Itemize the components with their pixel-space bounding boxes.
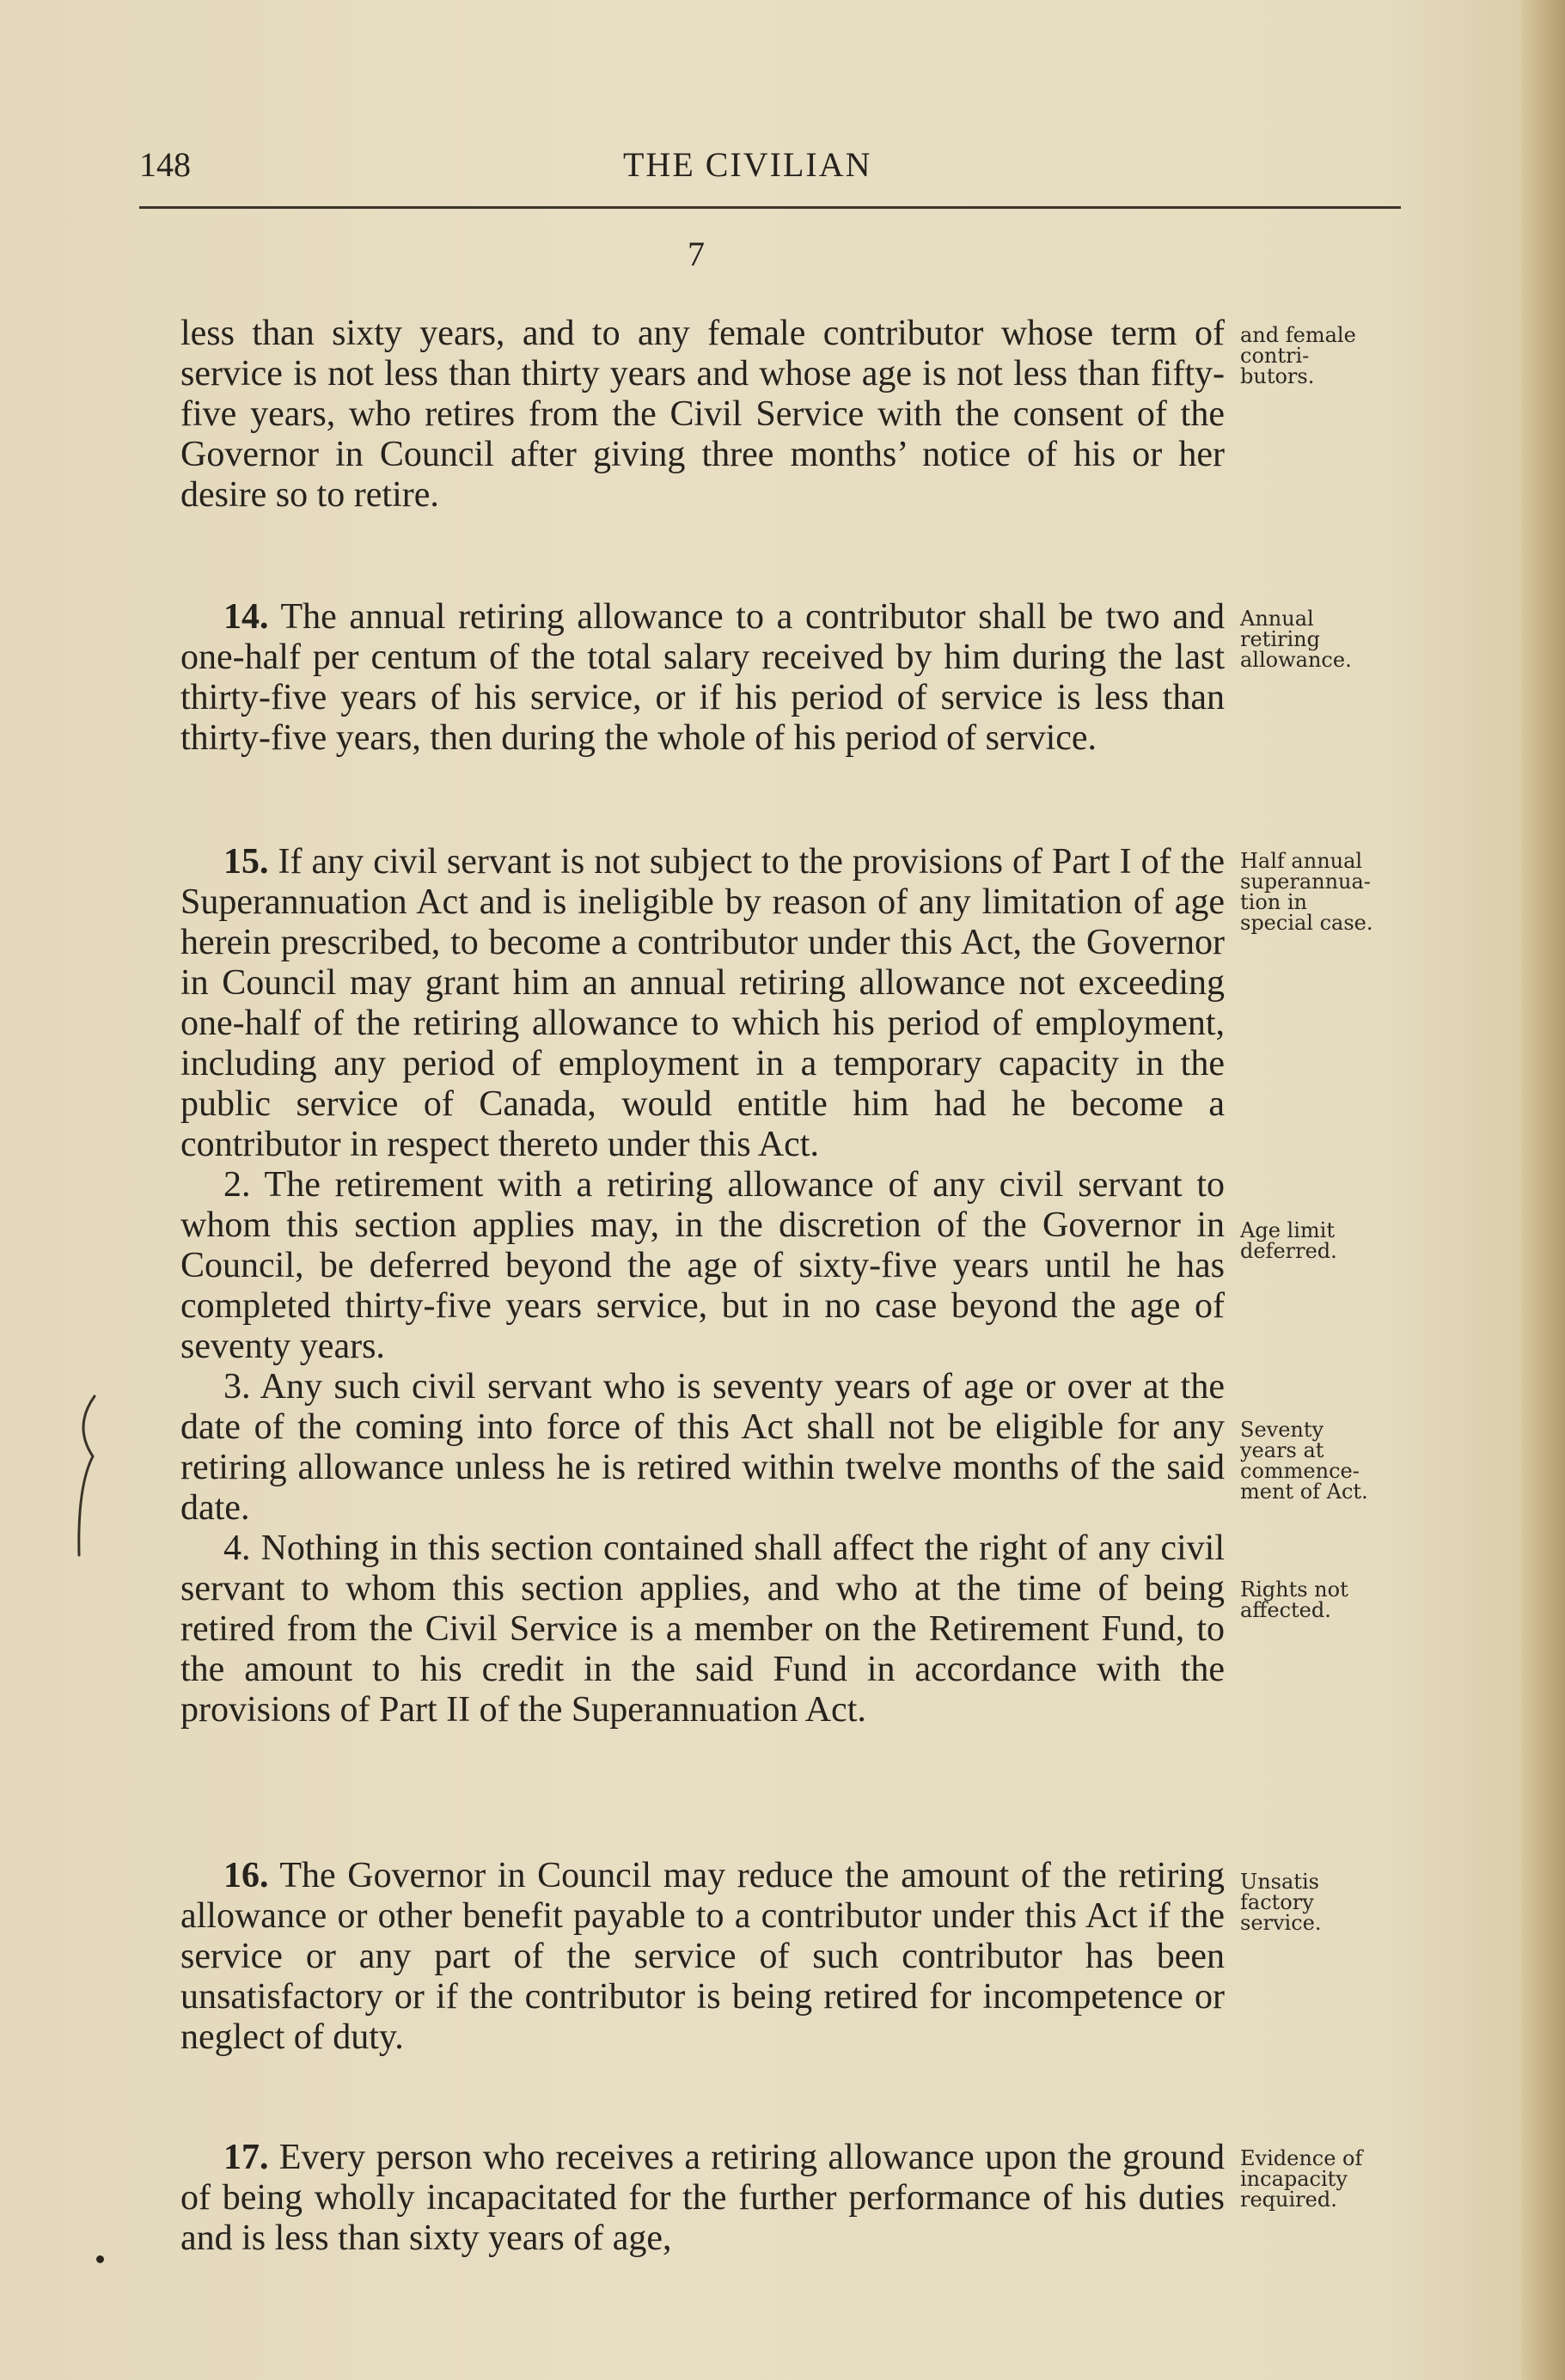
- margin-note-line: Unsatis: [1240, 1870, 1319, 1894]
- section-number: 17.: [223, 2138, 269, 2177]
- margin-note-line: deferred.: [1240, 1239, 1337, 1263]
- margin-note-line: factory: [1240, 1890, 1314, 1914]
- margin-note-line: service.: [1240, 1911, 1322, 1935]
- margin-note-half-annual: [1240, 851, 1403, 933]
- handwritten-bracket-mark: [69, 1392, 103, 1564]
- margin-note-annual-retiring: [1240, 608, 1403, 670]
- section-text: Every person who receives a retiring allowance upon the ground of being wholly incapacitated for the further performance of his duties and is less than sixty years of age,: [180, 2138, 1225, 2258]
- margin-note-age-limit: [1240, 1220, 1403, 1261]
- margin-note-line: Evidence of: [1240, 2146, 1363, 2170]
- margin-note-line: required.: [1240, 2188, 1337, 2212]
- margin-note-evidence: [1240, 2148, 1403, 2210]
- margin-note-line: affected.: [1240, 1598, 1331, 1622]
- margin-note-line: incapacity: [1240, 2167, 1348, 2191]
- section-16: [180, 1856, 1225, 2058]
- margin-note-line: Seventy: [1240, 1418, 1324, 1442]
- margin-note-line: Rights not: [1240, 1578, 1348, 1602]
- section-number: 15.: [223, 842, 269, 882]
- journal-title: THE CIVILIAN: [623, 145, 872, 184]
- margin-note-line: Half annual: [1240, 849, 1363, 873]
- margin-note-line: Annual: [1240, 607, 1314, 631]
- section-text: The Governor in Council may reduce the amount of the retiring allowance or other benefit payable to a contributor under this Act if the service or any part of the service of such contributor has been unsatisfactory or if the contributor is being retired for incompetence or neglect of duty.: [180, 1856, 1225, 2057]
- header-rule: [139, 206, 1401, 209]
- ink-speck: [96, 2255, 104, 2263]
- margin-note-female-contributors: [1240, 325, 1403, 387]
- margin-note-line: ment of Act.: [1240, 1480, 1368, 1504]
- section-16-paragraph: [180, 1856, 1225, 2058]
- paragraph-continuation: [180, 314, 1225, 516]
- margin-note-rights-not-affected: [1240, 1579, 1403, 1620]
- margin-note-unsatisfactory: [1240, 1871, 1403, 1933]
- section-14-paragraph: [180, 597, 1225, 759]
- section-number: 16.: [223, 1856, 269, 1895]
- margin-note-line: contri-: [1240, 344, 1310, 368]
- page-number: 148: [139, 145, 191, 184]
- section-15: [180, 842, 1225, 1730]
- margin-note-line: years at: [1240, 1438, 1324, 1462]
- margin-note-line: butors.: [1240, 364, 1315, 388]
- book-spine: [1521, 0, 1565, 2380]
- margin-note-line: superannua-: [1240, 870, 1371, 894]
- margin-note-line: retiring: [1240, 627, 1320, 651]
- margin-note-line: allowance.: [1240, 648, 1352, 672]
- subsection-3: 3. Any such civil servant who is seventy years of age or over at the date of the coming into force of this Act shall not be eligible for any retiring allowance unless he is retired within twelve months of the said date.: [180, 1367, 1225, 1528]
- margin-note-line: tion in: [1240, 890, 1307, 914]
- section-text: If any civil servant is not subject to the provisions of Part I of the Superannuation Act and is ineligible by reason of any limitation of age herein prescribed, to become a contributor under this Act, the Governor in Council may grant him an annual retiring allowance not exceeding one-half of the retiring allowance to which his period of employment, including any period of employment in a temporary capacity in the public service of Canada, would entitle him had he become a contributor in respect thereto under this Act.: [180, 842, 1225, 1164]
- margin-note-line: Age limit: [1240, 1218, 1335, 1242]
- section-14: [180, 597, 1225, 759]
- margin-note-line: special case.: [1240, 911, 1373, 935]
- margin-note-line: and female: [1240, 323, 1356, 347]
- bracket-stroke: [79, 1396, 95, 1555]
- section-17: [180, 2138, 1225, 2259]
- subsection-4: 4. Nothing in this section contained shall affect the right of any civil servant to whom this section applies, and who at the time of being retired from the Civil Service is a member on the Retirement Fund, to the amount to his credit in the said Fund in accordance with the provisions of Part II of the Superannuation Act.: [180, 1529, 1225, 1730]
- section-text: The annual retiring allowance to a contributor shall be two and one-half per centum of the total salary received by him during the last thirty-five years of his service, or if his period of service is less than thirty-five years, then during the whole of his period of service.: [180, 597, 1225, 758]
- subsection-2: 2. The retirement with a retiring allowance of any civil servant to whom this section applies may, in the discretion of the Governor in Council, be deferred beyond the age of sixty-five years until he has completed thirty-five years service, but in no case beyond the age of seventy years.: [180, 1165, 1225, 1366]
- section-17-paragraph: [180, 2138, 1225, 2259]
- section-15-paragraph: [180, 842, 1225, 1165]
- section-number: 14.: [223, 597, 269, 637]
- paragraph-text: less than sixty years, and to any female contributor whose term of service is not less than thirty years and whose age is not less than fifty-five years, who retires from the Civil Service with the consent of the Governor in Council after giving three months’ notice of his or her desire so to retire.: [180, 314, 1225, 515]
- margin-note-line: commence-: [1240, 1459, 1360, 1483]
- margin-note-seventy-years: [1240, 1419, 1403, 1502]
- sheet-number: 7: [688, 235, 705, 273]
